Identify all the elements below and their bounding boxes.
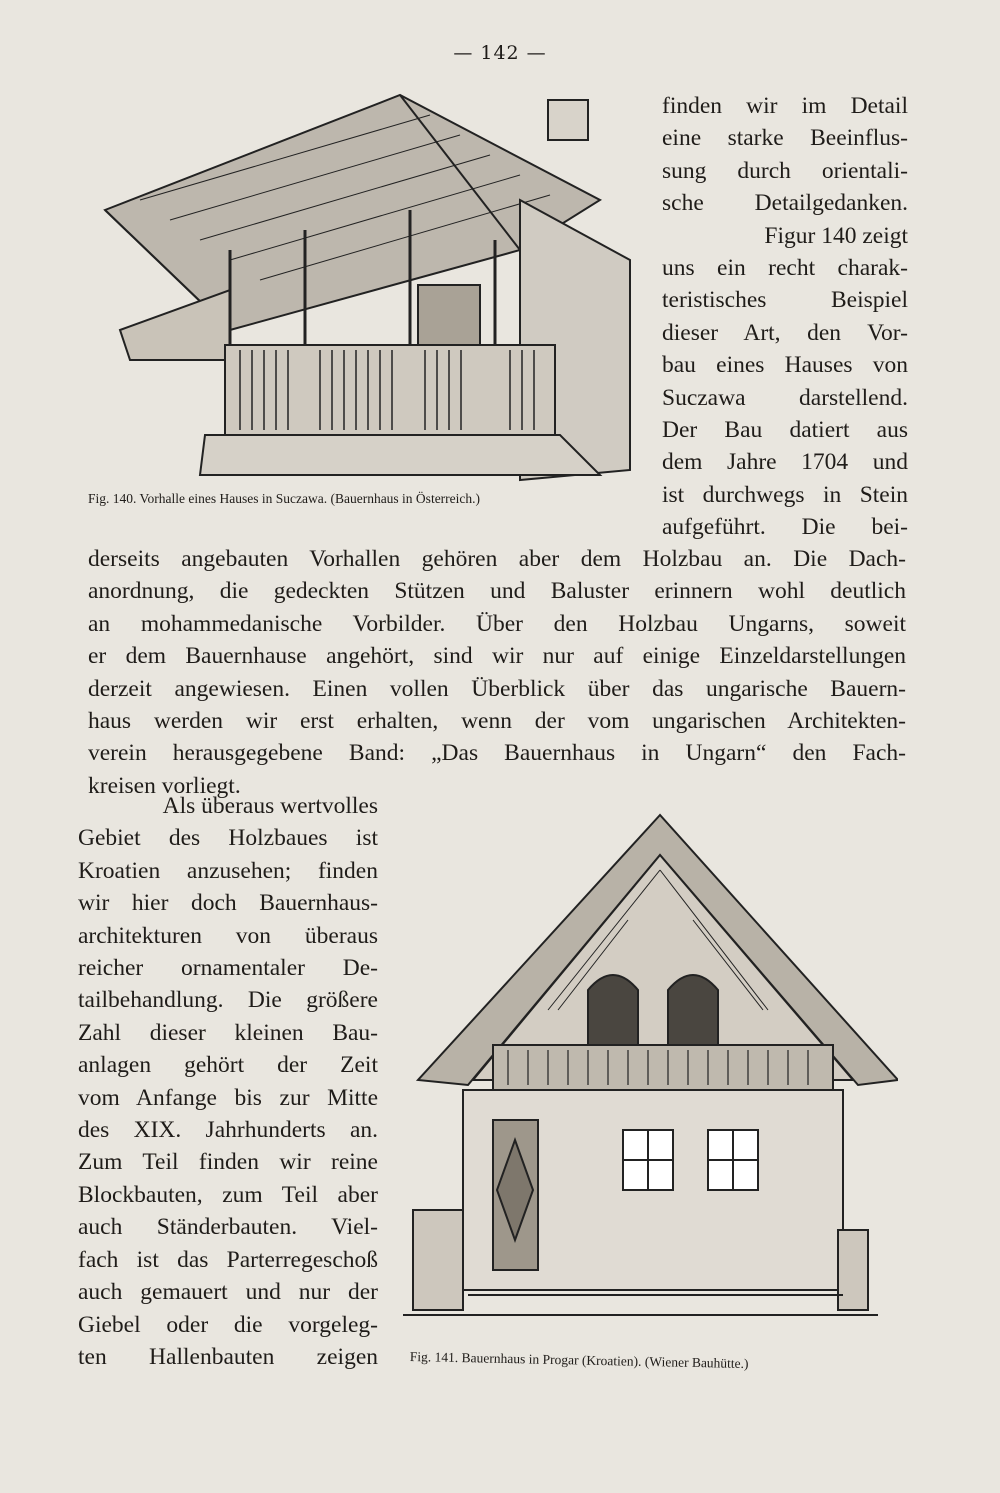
text-line: er dem Bauernhause angehört, sind wir nur auf einige Einzeldarstellungen — [88, 643, 906, 670]
page-number: — 142 — — [453, 42, 547, 64]
text-line: Zahl dieser kleinen Bau- — [78, 1019, 378, 1046]
text-line: anordnung, die gedeckten Stützen und Baluster erinnern wohl deutlich — [88, 578, 906, 605]
text-line: verein herausgegebene Band: „Das Bauernhaus in Ungarn“ den Fach- — [88, 740, 906, 767]
text-line: teristisches Beispiel — [662, 287, 908, 314]
text-line: dieser Art, den Vor- — [662, 319, 908, 346]
text-line: Der Bau datiert aus — [662, 417, 908, 444]
text-line: sung durch orientali- — [662, 157, 908, 184]
text-line: Kroatien anzusehen; finden — [78, 857, 378, 884]
text-line: derseits angebauten Vorhallen gehören aber dem Holzbau an. Die Dach- — [88, 546, 906, 572]
figure-141-caption: Fig. 141. Bauernhaus in Progar (Kroatien). (Wiener Bauhütte.) — [409, 1349, 749, 1372]
text-line: tailbehandlung. Die größere — [78, 987, 378, 1014]
text-line: Gebiet des Holzbaues ist — [78, 825, 378, 852]
text-line: bau eines Hauses von — [662, 352, 908, 379]
figure-141-illustration — [398, 810, 898, 1340]
text-line: fach ist das Parterregeschoß — [78, 1246, 378, 1273]
text-line: vom Anfange bis zur Mitte — [78, 1084, 378, 1111]
text-line: architekturen von überaus — [78, 922, 378, 949]
figure-140-illustration — [100, 90, 640, 490]
figure-140-caption: Fig. 140. Vorhalle eines Hauses in Suczawa. (Bauernhaus in Österreich.) — [88, 491, 481, 506]
text-line: haus werden wir erst erhalten, wenn der vom ungarischen Architekten- — [88, 708, 906, 735]
text-line: Giebel oder die vorgeleg- — [78, 1311, 378, 1338]
text-line: Blockbauten, zum Teil aber — [78, 1181, 378, 1208]
text-line: an mohammedanische Vorbilder. Über den Holzbau Ungarns, soweit — [88, 610, 906, 637]
text-column-top-right — [662, 90, 908, 544]
text-line: auch Ständerbauten. Viel- — [78, 1214, 378, 1241]
text-line: Figur 140 zeigt — [764, 222, 908, 249]
text-line: kreisen vorliegt. — [88, 772, 241, 799]
text-block-full-width — [88, 543, 906, 802]
text-line: ten Hallenbauten zeigen — [78, 1343, 378, 1370]
text-line: eine starke Beeinflus- — [662, 125, 908, 152]
text-line: Zum Teil finden wir reine — [78, 1149, 378, 1176]
text-line: des XIX. Jahrhunderts an. — [78, 1117, 378, 1144]
porch-drawing — [100, 90, 640, 490]
text-line: anlagen gehört der Zeit — [78, 1052, 378, 1079]
text-line: wir hier doch Bauernhaus- — [78, 890, 378, 917]
text-line: ist durchwegs in Stein — [662, 481, 908, 508]
text-line: reicher ornamentaler De- — [78, 955, 378, 982]
text-line: sche Detailgedanken. — [662, 190, 908, 217]
farmhouse-drawing — [398, 810, 898, 1340]
text-line: finden wir im Detail — [662, 93, 908, 119]
text-line: auch gemauert und nur der — [78, 1279, 378, 1306]
text-line: uns ein recht charak- — [662, 255, 908, 282]
text-column-bottom-left — [78, 790, 378, 1373]
text-line: Als überaus wertvolles — [162, 793, 378, 819]
text-line: dem Jahre 1704 und — [662, 449, 908, 476]
text-line: derzeit angewiesen. Einen vollen Überblick über das ungarische Bauern- — [88, 675, 906, 702]
text-line: aufgeführt. Die bei- — [662, 514, 908, 541]
text-line: Suczawa darstellend. — [662, 384, 908, 411]
